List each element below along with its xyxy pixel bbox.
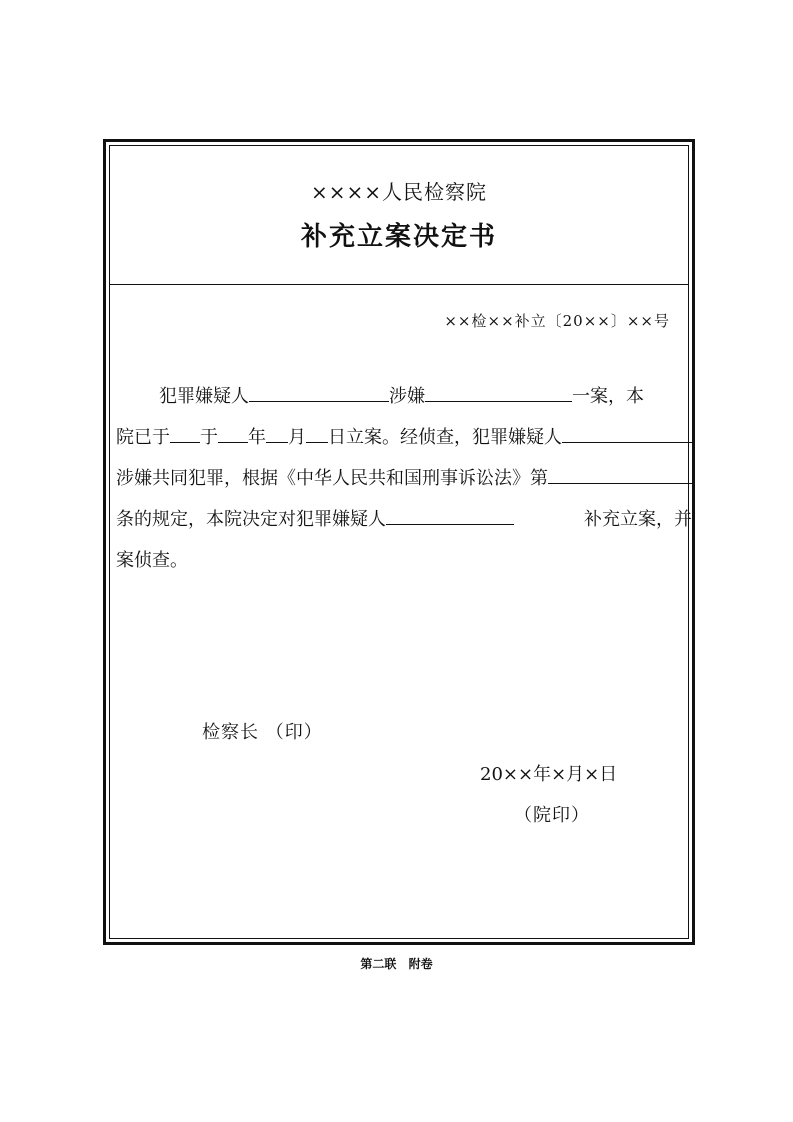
body-line-5 <box>116 540 692 581</box>
co-suspect-blank[interactable] <box>562 424 692 443</box>
document-number: ××检××补立〔20××〕××号 <box>444 312 670 330</box>
article-number-blank[interactable] <box>548 465 692 484</box>
body-text-segment: 年 <box>248 427 266 448</box>
decision-body <box>116 376 692 581</box>
prosecutor-signature: 检察长 （印） <box>202 722 323 743</box>
body-text-segment: 涉嫌 <box>389 386 425 407</box>
suspect-name-blank[interactable] <box>249 383 389 402</box>
decision-date: 20××年×月×日 <box>480 764 618 785</box>
body-text-segment: 月 <box>288 427 306 448</box>
header-divider <box>110 284 688 285</box>
document-inner-frame <box>109 145 692 939</box>
body-text-segment: 补充立案，并 <box>584 509 692 530</box>
body-text-segment: 一案，本 <box>572 386 644 407</box>
body-line-3 <box>116 458 692 499</box>
body-line-4 <box>116 499 692 540</box>
document-title: 补充立案决定书 <box>300 222 497 252</box>
supplementary-suspect-blank[interactable] <box>386 506 514 525</box>
body-text-segment: 于 <box>200 427 218 448</box>
charge-blank[interactable] <box>425 383 572 402</box>
body-text-segment: 日立案。经侦查，犯罪嫌疑人 <box>328 427 562 448</box>
year-blank[interactable] <box>218 424 248 443</box>
body-text-segment: 涉嫌共同犯罪，根据《中华人民共和国刑事诉讼法》第 <box>116 468 548 489</box>
body-line-1 <box>116 376 692 417</box>
body-text-segment: 犯罪嫌疑人 <box>159 386 249 407</box>
court-seal-label: （院印） <box>514 805 590 826</box>
month-blank[interactable] <box>266 424 288 443</box>
organization-name: ××××人民检察院 <box>310 180 488 204</box>
filing-date-blank[interactable] <box>170 424 200 443</box>
document-frame <box>103 139 695 945</box>
body-text-segment: 院已于 <box>116 427 170 448</box>
body-text-segment: 案侦查。 <box>116 550 188 571</box>
body-text-segment: 条的规定，本院决定对犯罪嫌疑人 <box>116 509 386 530</box>
copy-designation: 第二联 附卷 <box>360 957 433 971</box>
body-line-2 <box>116 417 692 458</box>
day-blank[interactable] <box>306 424 328 443</box>
